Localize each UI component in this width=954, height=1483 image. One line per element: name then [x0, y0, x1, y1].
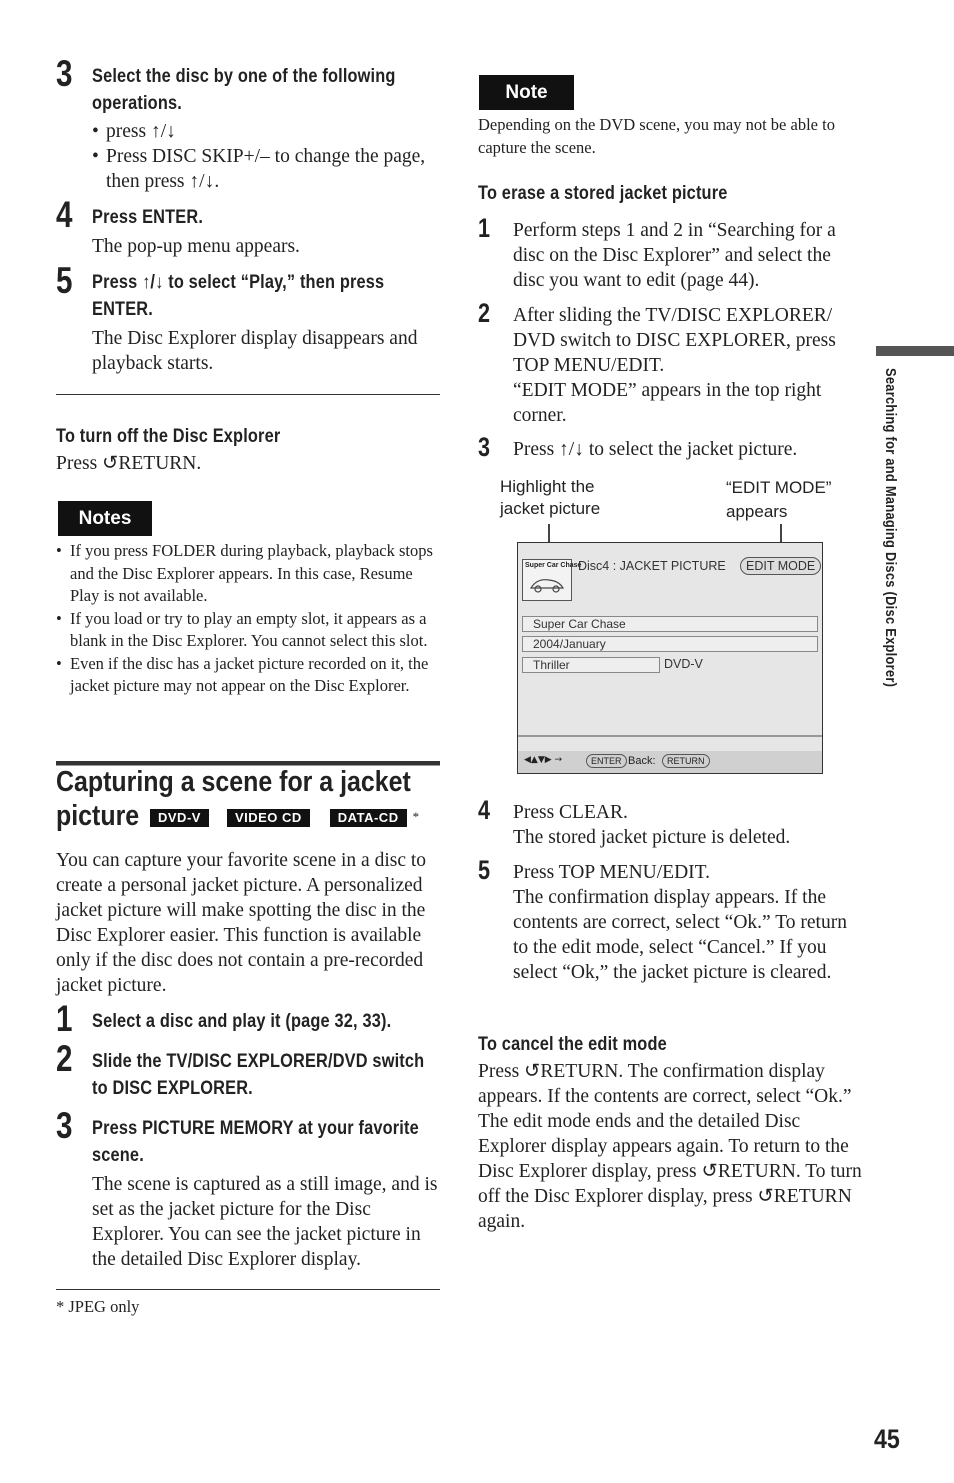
side-tab — [876, 368, 900, 788]
erase-step-2-text2: “EDIT MODE” appears in the top right corner. — [513, 380, 822, 426]
section-intro: You can capture your favorite scene in a disc to create a personal jacket picture. A personalized jacket picture will make spotting the disc in the Disc Explorer easier. This function is available only if the disc does not contain a pre-recorded jacket picture. — [56, 850, 427, 996]
cancel-body: Press ↺RETURN. The confirmation display appears. If the contents are correct, select “Ok.” The edit mode ends and the detailed Disc Explorer display appears again. To return to the Disc Explorer display, press ↺RETURN. To turn off the Disc Explorer display, press ↺RETURN again. — [478, 1061, 862, 1232]
step-3-number: 3 — [56, 53, 73, 94]
jacket-thumbnail — [522, 559, 582, 601]
section-title — [56, 764, 411, 800]
erase-step-2-text: After sliding the TV/DISC EXPLORER/ DVD switch to DISC EXPLORER, press TOP MENU/EDIT. — [513, 305, 836, 376]
step-4-body-right — [513, 800, 863, 850]
badge-dvd-v: DVD-V — [150, 809, 209, 827]
badge-data-cd: DATA-CD — [330, 809, 407, 827]
erase-step-3-number: 3 — [478, 432, 491, 462]
footnote-rule — [56, 1289, 440, 1290]
erase-step-1-number: 1 — [478, 213, 491, 243]
disc-explorer-screen — [517, 542, 823, 774]
edit-mode-indicator: EDIT MODE — [740, 557, 821, 575]
back-label: Back: — [628, 755, 656, 767]
step-4-text2: The stored jacket picture is deleted. — [513, 827, 791, 848]
step-5-body: The Disc Explorer display disappears and playback starts. — [92, 328, 418, 374]
screen-footer-divider — [518, 735, 822, 737]
erase-step-3-body: Press ↑/↓ to select the jacket picture. — [513, 439, 798, 460]
step-5-number-right: 5 — [478, 855, 491, 885]
screen-title: Disc4 : JACKET PICTURE — [578, 559, 726, 573]
callout-edit-mode: “EDIT MODE” appears — [726, 478, 832, 521]
field-title: Super Car Chase — [522, 616, 818, 632]
step-5-text2: The confirmation display appears. If the contents are correct, select “Ok.” To return to the edit mode, select “Cancel.” If you select “Ok,” the jacket picture is cleared. — [513, 887, 847, 983]
field-date: 2004/January — [522, 636, 818, 652]
cap-step-2-title: Slide the TV/DISC EXPLORER/DVD switch to DISC EXPLORER. — [92, 1051, 425, 1099]
section-title-line2: picture — [56, 800, 140, 832]
note-item: • Even if the disc has a jacket picture recorded on it, the jacket picture may not appear on the Disc Explorer. — [56, 653, 440, 698]
step-4-text: Press CLEAR. — [513, 802, 628, 823]
nav-arrows-icon: ◀▲▼▶ → — [524, 755, 563, 765]
cap-step-1-title: Select a disc and play it (page 32, 33). — [92, 1011, 392, 1032]
side-tab-text: Searching for and Managing Discs (Disc Explorer) — [882, 368, 899, 688]
erase-step-2-number: 2 — [478, 298, 491, 328]
side-tab-label — [880, 368, 900, 739]
cap-step-3-body: The scene is captured as a still image, and is set as the jacket picture for the Disc Explorer. You can see the jacket picture in the detailed Disc Explorer display. — [92, 1174, 438, 1270]
step-4-title: Press ENTER. — [92, 207, 204, 228]
cancel-heading: To cancel the edit mode — [478, 1034, 667, 1055]
note-item: • If you press FOLDER during playback, playback stops and the Disc Explorer appears. In this case, Resume Play is not available. — [56, 540, 440, 608]
bullet-item: • press ↑/↓ — [92, 119, 442, 144]
turn-off-heading: To turn off the Disc Explorer — [56, 426, 281, 447]
divider — [56, 394, 440, 395]
turn-off-body: Press ↺RETURN. — [56, 453, 202, 474]
callout-highlight: Highlight the jacket picture — [500, 477, 601, 518]
erase-heading: To erase a stored jacket picture — [478, 183, 728, 204]
section-title-row2 — [56, 798, 153, 834]
field-genre: Thriller — [522, 657, 660, 673]
enter-button-icon: ENTER — [586, 754, 627, 768]
note-item: • If you load or try to play an empty slot, it appears as a blank in the Disc Explorer. You cannot select this slot. — [56, 608, 440, 653]
step-4-number-right: 4 — [478, 795, 491, 825]
erase-step-1-body: Perform steps 1 and 2 in “Searching for a disc on the Disc Explorer” and select the disc you want to edit (page 44). — [513, 220, 836, 291]
step-3-title: Select the disc by one of the following operations. — [92, 66, 396, 114]
step-3-bullets — [92, 119, 442, 194]
page-number: 45 — [874, 1424, 900, 1454]
footnote-marker: * — [412, 809, 420, 824]
cap-step-1-number: 1 — [56, 998, 73, 1039]
field-format: DVD-V — [664, 657, 703, 671]
step-4-body: The pop-up menu appears. — [92, 236, 300, 257]
step-5-title: Press ↑/↓ to select “Play,” then press ENTER. — [92, 272, 385, 320]
side-tab-bar — [876, 346, 954, 356]
return-button-icon: RETURN — [662, 754, 710, 768]
car-image-icon — [527, 572, 567, 596]
notes-label: Notes — [58, 501, 152, 536]
notes-list — [56, 540, 440, 698]
format-badges — [150, 809, 419, 827]
step-5-body-right — [513, 860, 863, 985]
footnote: * JPEG only — [56, 1297, 140, 1316]
step-5-number: 5 — [56, 260, 73, 301]
cap-step-3-title: Press PICTURE MEMORY at your favorite scene. — [92, 1118, 419, 1166]
step-4-number: 4 — [56, 194, 73, 235]
section-title-line1: Capturing a scene for a jacket — [56, 766, 411, 798]
screen-footer — [518, 751, 822, 773]
badge-video-cd: VIDEO CD — [227, 809, 310, 827]
thumb-title: Super Car Chase — [525, 562, 582, 569]
note-label: Note — [479, 75, 574, 110]
erase-step-2-body — [513, 303, 863, 428]
step-5-text: Press TOP MENU/EDIT. — [513, 862, 710, 883]
cap-step-2-number: 2 — [56, 1038, 73, 1079]
bullet-item: • Press DISC SKIP+/– to change the page, then press ↑/↓. — [92, 144, 442, 194]
cap-step-3-number: 3 — [56, 1105, 73, 1146]
note-body: Depending on the DVD scene, you may not be able to capture the scene. — [478, 115, 835, 157]
